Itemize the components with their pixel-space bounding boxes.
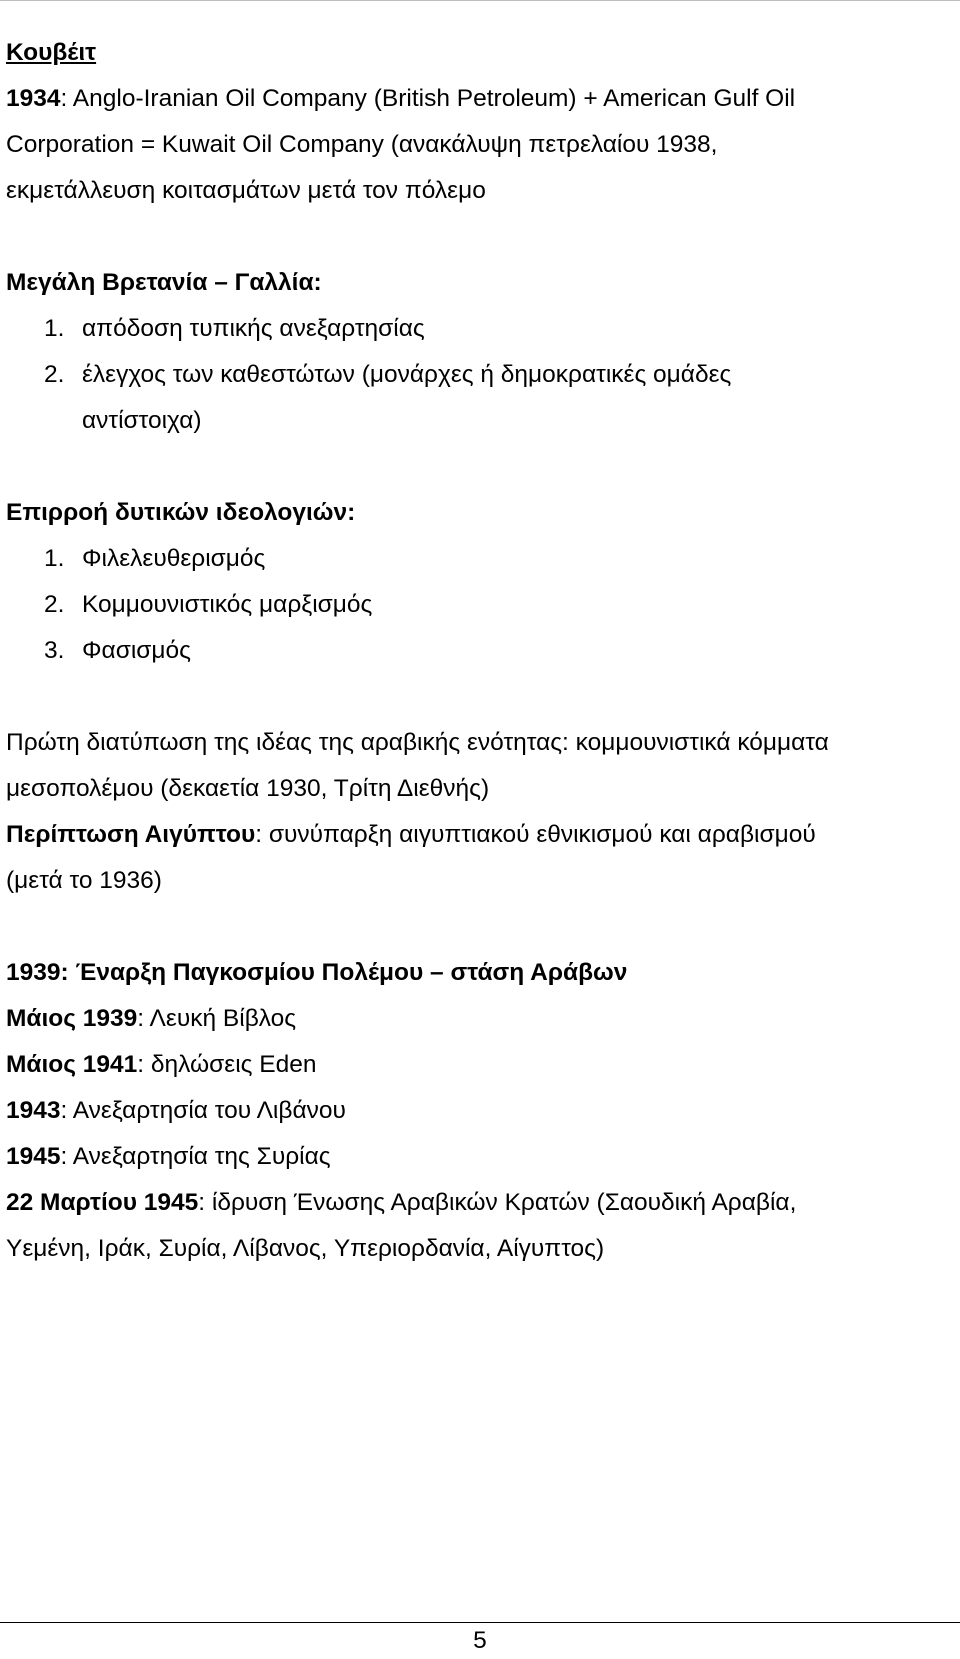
egypt-label: Περίπτωση Αιγύπτου xyxy=(6,821,256,848)
timeline-date: 1945 xyxy=(6,1143,61,1170)
timeline-date: Μάιος 1939 xyxy=(6,1005,138,1032)
arab-unity-line-2: μεσοπολέμου (δεκαετία 1930, Τρίτη Διεθνής) xyxy=(6,775,490,802)
kuwait-line-1 xyxy=(6,76,950,122)
top-rule xyxy=(0,0,960,1)
timeline-entry xyxy=(6,1134,950,1180)
war-start-text: 1939: Έναρξη Παγκοσμίου Πολέμου – στάση Αράβων xyxy=(6,959,628,986)
timeline-text: : ίδρυση Ένωσης Αραβικών Κρατών (Σαουδική Αραβία, xyxy=(198,1189,797,1216)
list-number: 1. xyxy=(44,545,65,572)
kuwait-line-3: εκμετάλλευση κοιτασμάτων μετά τον πόλεμο xyxy=(6,177,486,204)
page-number: 5 xyxy=(473,1627,487,1654)
ideologies-item-2 xyxy=(6,582,950,628)
arab-unity-line-1: Πρώτη διατύπωση της ιδέας της αραβικής ενότητας: κομμουνιστικά κόμματα xyxy=(6,729,829,756)
timeline-text: : δηλώσεις Eden xyxy=(137,1051,317,1078)
list-text: Κομμουνιστικός μαρξισμός xyxy=(82,591,373,618)
egypt-line xyxy=(6,812,950,858)
ideologies-heading-text: Επιρροή δυτικών ιδεολογιών: xyxy=(6,499,356,526)
war-start-line xyxy=(6,950,950,996)
uk-france-heading-text: Μεγάλη Βρετανία – Γαλλία: xyxy=(6,269,322,296)
kuwait-line-2: Corporation = Kuwait Oil Company (ανακάλυψη πετρελαίου 1938, xyxy=(6,131,718,158)
document-body xyxy=(6,30,950,1272)
timeline-text: : Ανεξαρτησία του Λιβάνου xyxy=(60,1097,346,1124)
uk-france-item-1 xyxy=(6,306,950,352)
timeline-entry xyxy=(6,1088,950,1134)
timeline-date: 22 Μαρτίου 1945 xyxy=(6,1189,199,1216)
timeline-entry xyxy=(6,996,950,1042)
timeline-entry xyxy=(6,1042,950,1088)
ideologies-item-3 xyxy=(6,628,950,674)
list-text: Φιλελευθερισμός xyxy=(82,545,266,572)
kuwait-text-1: : Anglo-Iranian Oil Company (British Petroleum) + American Gulf Oil xyxy=(60,85,796,112)
timeline-date: Μάιος 1941 xyxy=(6,1051,138,1078)
list-text: Φασισμός xyxy=(82,637,191,664)
kuwait-heading: Κουβέιτ xyxy=(6,39,97,66)
timeline-text: : Ανεξαρτησία της Συρίας xyxy=(60,1143,331,1170)
timeline-text: : Λευκή Βίβλος xyxy=(137,1005,297,1032)
timeline-entry xyxy=(6,1180,950,1226)
list-number: 3. xyxy=(44,637,65,664)
uk-france-item-2 xyxy=(6,352,950,398)
kuwait-heading-line xyxy=(6,30,950,76)
list-number: 1. xyxy=(44,315,65,342)
ideologies-item-1 xyxy=(6,536,950,582)
ideologies-heading xyxy=(6,490,950,536)
timeline-date: 1943 xyxy=(6,1097,61,1124)
list-number: 2. xyxy=(44,591,65,618)
uk-france-item-2-cont: αντίστοιχα) xyxy=(82,407,202,434)
list-text: έλεγχος των καθεστώτων (μονάρχες ή δημοκρατικές ομάδες xyxy=(82,361,732,388)
list-text: απόδοση τυπικής ανεξαρτησίας xyxy=(82,315,425,342)
kuwait-year: 1934 xyxy=(6,85,61,112)
egypt-text: : συνύπαρξη αιγυπτιακού εθνικισμού και αραβισμού xyxy=(255,821,816,848)
egypt-line-cont: (μετά το 1936) xyxy=(6,867,162,894)
timeline-entry-cont: Υεμένη, Ιράκ, Συρία, Λίβανος, Υπεριορδανία, Αίγυπτος) xyxy=(6,1235,605,1262)
uk-france-heading xyxy=(6,260,950,306)
list-number: 2. xyxy=(44,361,65,388)
